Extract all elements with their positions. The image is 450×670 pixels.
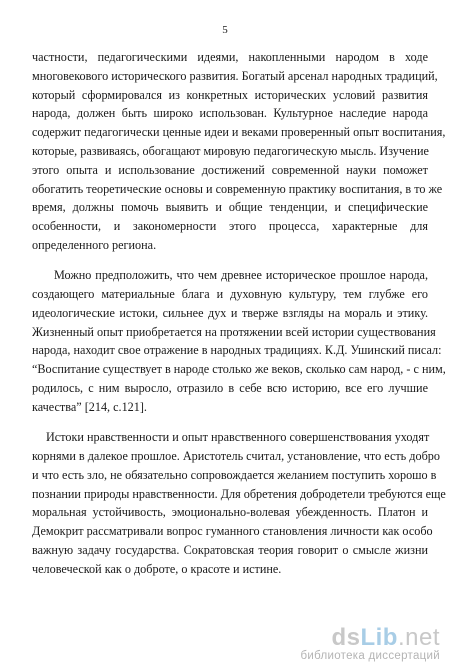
- text-line: человеческой как о доброте, о красоте и истине.: [32, 561, 282, 576]
- text-line: корнями в далекое прошлое. Аристотель считал, установление, что есть добро: [32, 448, 440, 463]
- text-line: качества” [214, с.121].: [32, 399, 147, 414]
- dslib-watermark: [300, 623, 440, 663]
- text-line: Истоки нравственности и опыт нравственного совершенствования уходят: [46, 430, 430, 445]
- page-number: 5: [222, 24, 228, 36]
- dslib-logo: dsLib.net: [331, 623, 440, 651]
- text-line: создающего материальные блага и духовную культуру, тем глубже его: [32, 287, 428, 302]
- text-line: “Воспитание существует в народе столько же веков, сколько сам народ, - с ним,: [32, 362, 446, 377]
- text-line: народа, должен быть широко использован. Культурное наследие народа: [32, 106, 428, 121]
- text-line: и что есть зло, не обязательно сопровождается желанием поступить хорошо в: [32, 467, 437, 482]
- text-line: частности, педагогическими идеями, накопленными народом в ходе: [32, 50, 428, 64]
- document-body: [32, 48, 446, 590]
- text-line: время, должны помочь выявить и общие тенденции, и специфические: [32, 200, 428, 215]
- text-line: познании природы нравственности. Для обретения добродетели требуются еще: [32, 486, 446, 501]
- text-line: многовекового исторического развития. Богатый арсенал народных традиций,: [32, 68, 438, 83]
- text-line: важную задачу государства. Сократовская теория говорит о смысле жизни: [32, 542, 428, 557]
- text-line: Можно предположить, что чем древнее историческое прошлое народа,: [54, 268, 428, 283]
- text-line: Демокрит рассматривали вопрос гуманного становления личности как особо: [32, 524, 433, 539]
- text-line: моральная устойчивость, эмоционально-волевая убежденность. Платон и: [32, 505, 428, 520]
- text-line: народа, находит свое отражение в народных традициях. К.Д. Ушинский писал:: [32, 343, 442, 358]
- text-line: Жизненный опыт приобретается на протяжении всей истории существования: [32, 324, 436, 339]
- text-line: который сформировался из конкретных исторических условий развития: [32, 87, 428, 102]
- paragraph-1: [32, 48, 446, 255]
- paragraph-3: [32, 428, 446, 578]
- text-line: обогатить теоретические основы и современную практику воспитания, в то же: [32, 181, 443, 196]
- text-line: идеологические истоки, сильнее дух и тверже взгляды на мораль и этику.: [32, 305, 428, 320]
- paragraph-2: [32, 266, 446, 416]
- text-line: которые, развиваясь, обогащают мировую педагогическую мысль. Изучение: [32, 143, 429, 158]
- watermark-subtitle: библиотека диссертаций: [300, 649, 440, 662]
- text-line: этого опыта и использование достижений современной науки поможет: [32, 162, 428, 177]
- text-line: определенного региона.: [32, 237, 157, 252]
- text-line: родилось, с ним выросло, отразило в себе всю историю, все его лучшие: [32, 381, 428, 396]
- text-line: содержит педагогически ценные идеи и веками проверенный опыт воспитания,: [32, 125, 446, 140]
- text-line: особенности, и закономерности этого процесса, характерные для: [32, 219, 428, 234]
